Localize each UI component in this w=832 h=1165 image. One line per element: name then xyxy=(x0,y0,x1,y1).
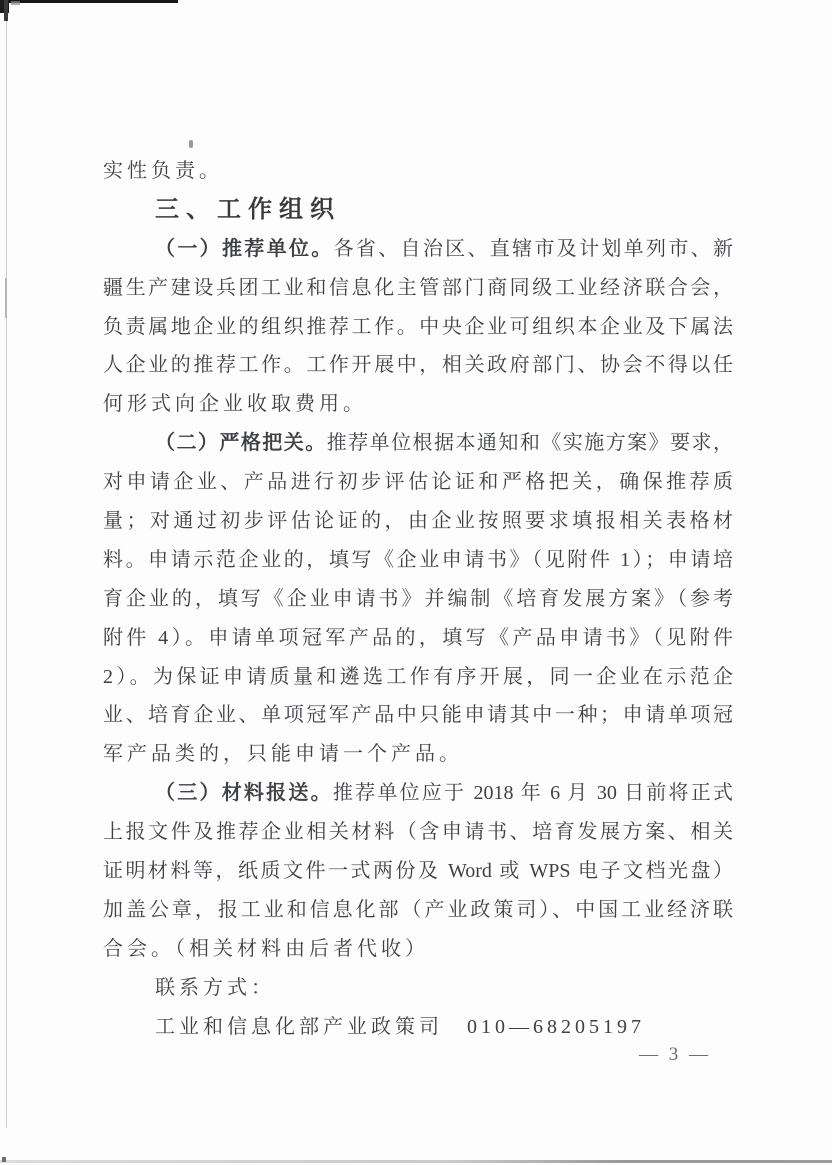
scan-artifact-bottom-dot xyxy=(2,1157,6,1162)
text-line xyxy=(103,502,733,541)
text-run: 上报文件及推荐企业相关材料（含申请书、培育发展方案、相关 xyxy=(103,821,733,844)
text-run: 附件 4）。申请单项冠军产品的，填写《产品申请书》（见附件 xyxy=(103,626,733,649)
text-run: 业、培育企业、单项冠军产品中只能申请其中一种；申请单项冠 xyxy=(103,704,733,727)
document-body xyxy=(103,152,733,1046)
text-run: 疆生产建设兵团工业和信息化主管部门商同级工业经济联合会， xyxy=(103,276,733,299)
scan-artifact-speck xyxy=(189,140,193,148)
text-run-bold: 三、工作组织 xyxy=(155,195,341,223)
text-line xyxy=(103,696,733,735)
text-line xyxy=(103,852,733,891)
text-line xyxy=(103,813,733,852)
text-line xyxy=(103,930,733,969)
text-line xyxy=(103,580,733,619)
text-run: 推荐单位根据本通知和《实施方案》要求， xyxy=(326,432,733,455)
scan-artifact-left-edge-line xyxy=(6,0,7,1128)
text-run: 对申请企业、产品进行初步评估论证和严格把关，确保推荐质 xyxy=(103,471,733,494)
text-run: 军产品类的，只能申请一个产品。 xyxy=(103,743,463,766)
text-line xyxy=(103,152,733,191)
text-run: 加盖公章，报工业和信息化部（产业政策司）、中国工业经济联 xyxy=(103,898,733,921)
text-run: 2）。为保证申请质量和遴选工作有序开展，同一企业在示范企 xyxy=(103,665,733,688)
text-line xyxy=(103,463,733,502)
text-line xyxy=(103,658,733,697)
scan-artifact-left-edge-smudge xyxy=(5,278,7,318)
text-run: 联系方式： xyxy=(155,976,275,999)
text-line xyxy=(103,346,733,385)
text-line xyxy=(103,385,733,424)
text-line xyxy=(103,269,733,308)
text-run: 推荐单位应于 2018 年 6 月 30 日前将正式 xyxy=(332,782,733,805)
scan-artifact-top-bar xyxy=(0,0,178,3)
text-line xyxy=(103,619,733,658)
page-number: — 3 — xyxy=(639,1044,711,1065)
section-heading xyxy=(103,191,733,230)
text-run: 何形式向企业收取费用。 xyxy=(103,393,367,416)
text-line xyxy=(103,774,733,813)
text-line xyxy=(103,308,733,347)
text-line xyxy=(103,891,733,930)
scan-artifact-bottom-edge-line xyxy=(0,1160,832,1163)
text-run-bold: （一）推荐单位。 xyxy=(155,237,334,260)
text-run: 实性负责。 xyxy=(103,160,223,182)
text-run-bold: （三）材料报送。 xyxy=(155,782,333,805)
text-line xyxy=(103,541,733,580)
text-line xyxy=(103,424,733,463)
text-run: 合会。（相关材料由后者代收） xyxy=(103,937,429,960)
text-run: 证明材料等，纸质文件一式两份及 Word 或 WPS 电子文档光盘） xyxy=(103,860,733,883)
text-run: 料。申请示范企业的，填写《企业申请书》（见附件 1）；申请培 xyxy=(103,548,733,571)
text-line xyxy=(103,735,733,774)
scan-artifact-corner-smudge xyxy=(11,1,20,5)
text-line xyxy=(103,969,733,1008)
text-run: 负责属地企业的组织推荐工作。中央企业可组织本企业及下属法 xyxy=(103,315,733,338)
text-run: 工业和信息化部产业政策司 010—68205197 xyxy=(155,1015,645,1038)
text-run: 育企业的，填写《企业申请书》并编制《培育发展方案》（参考 xyxy=(103,587,733,610)
text-run-bold: （二）严格把关。 xyxy=(155,432,327,455)
scan-artifact-left-edge-dark-top xyxy=(4,0,8,21)
text-run: 量；对通过初步评估论证的，由企业按照要求填报相关表格材 xyxy=(103,510,733,533)
text-run: 人企业的推荐工作。工作开展中，相关政府部门、协会不得以任 xyxy=(103,354,733,377)
text-line xyxy=(103,1008,733,1047)
text-line xyxy=(103,230,733,269)
text-run: 各省、自治区、直辖市及计划单列市、新 xyxy=(333,237,733,260)
